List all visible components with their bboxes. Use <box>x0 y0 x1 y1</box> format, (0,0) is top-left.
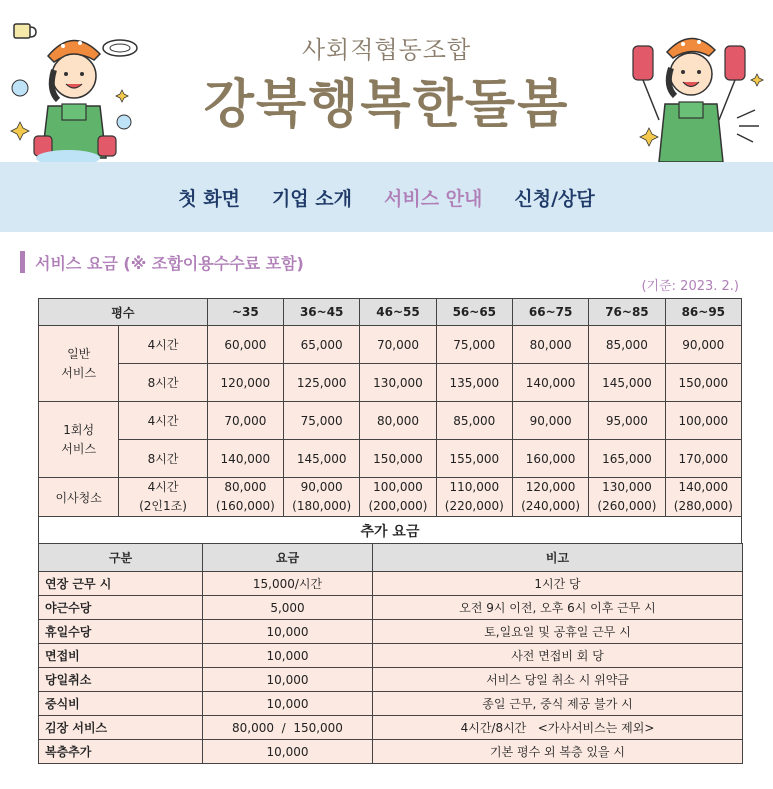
price-cell: 85,000 <box>436 402 512 440</box>
table-row <box>39 326 742 364</box>
fee-amount: 10,000 <box>203 740 373 764</box>
price-cell: 85,000 <box>589 326 665 364</box>
fee-note: 서비스 당일 취소 시 위약금 <box>373 668 743 692</box>
fee-note: 사전 면접비 회 당 <box>373 644 743 668</box>
table-row <box>39 620 743 644</box>
group-name-line1: 1회성 <box>63 422 95 437</box>
nav-item-apply[interactable]: 신청/상담 <box>514 187 595 210</box>
price-cell: 120,000 <box>207 364 283 402</box>
hours-cell: 4시간 <box>119 402 207 440</box>
price-sub: (180,000) <box>292 499 352 513</box>
group-name-line2: 서비스 <box>61 365 97 380</box>
fee-note: 4시간/8시간 <가사서비스는 제외> <box>373 716 743 740</box>
nav-item-services[interactable]: 서비스 안내 <box>383 187 483 210</box>
price-sub: (260,000) <box>597 499 657 513</box>
price-cell: 170,000 <box>665 440 741 478</box>
size-header: ~35 <box>207 299 283 326</box>
extra-fees-table <box>38 543 743 764</box>
fee-amount: 10,000 <box>203 644 373 668</box>
price-main: 140,000 <box>678 480 729 494</box>
price-cell: 65,000 <box>284 326 360 364</box>
price-cell: 80,000 <box>512 326 588 364</box>
section-title: 서비스 요금 (※ 조합이용수수료 포함) <box>35 253 304 273</box>
price-main: 130,000 <box>602 480 652 494</box>
price-cell: 90,000 <box>665 326 741 364</box>
price-cell: 70,000 <box>360 326 436 364</box>
price-cell <box>360 478 436 517</box>
price-cell: 160,000 <box>512 440 588 478</box>
price-cell <box>665 478 741 517</box>
service-group-name <box>39 402 119 478</box>
table-row <box>39 572 743 596</box>
price-cell: 145,000 <box>589 364 665 402</box>
fee-note: 토,일요일 및 공휴일 근무 시 <box>373 620 743 644</box>
basis-date: (기준: 2023. 2.) <box>641 279 739 294</box>
price-cell: 140,000 <box>207 440 283 478</box>
hours-cell <box>119 478 207 517</box>
price-main: 90,000 <box>300 480 343 494</box>
price-cell: 165,000 <box>589 440 665 478</box>
fee-amount: 10,000 <box>203 692 373 716</box>
site-header <box>0 0 773 162</box>
fee-name: 복층추가 <box>39 740 203 764</box>
price-main: 100,000 <box>373 480 423 494</box>
nav-item-home[interactable]: 첫 화면 <box>178 187 240 210</box>
section-heading <box>20 250 304 274</box>
main-nav <box>0 162 773 232</box>
price-main: 80,000 <box>224 480 267 494</box>
price-cell <box>207 478 283 517</box>
price-table <box>38 298 742 545</box>
table-row <box>39 644 743 668</box>
service-group-name <box>39 326 119 402</box>
table-row <box>39 740 743 764</box>
table-row <box>39 716 743 740</box>
extra-header-row <box>39 544 743 572</box>
price-cell: 135,000 <box>436 364 512 402</box>
price-cell: 80,000 <box>360 402 436 440</box>
service-group-name: 이사청소 <box>39 478 119 517</box>
hours-cell: 8시간 <box>119 440 207 478</box>
fee-name: 연장 근무 시 <box>39 572 203 596</box>
price-cell: 75,000 <box>436 326 512 364</box>
price-sub: (160,000) <box>215 499 275 513</box>
fee-name: 야근수당 <box>39 596 203 620</box>
price-header-row <box>39 299 742 326</box>
size-header: 66~75 <box>512 299 588 326</box>
price-cell: 100,000 <box>665 402 741 440</box>
column-header: 비고 <box>373 544 743 572</box>
size-header: 76~85 <box>589 299 665 326</box>
fee-note: 1시간 당 <box>373 572 743 596</box>
hours-line2: (2인1조) <box>139 499 187 513</box>
price-cell: 145,000 <box>284 440 360 478</box>
price-cell: 90,000 <box>512 402 588 440</box>
fee-amount: 5,000 <box>203 596 373 620</box>
fee-name: 휴일수당 <box>39 620 203 644</box>
group-name-line1: 일반 <box>67 346 91 361</box>
price-cell: 60,000 <box>207 326 283 364</box>
fee-name: 중식비 <box>39 692 203 716</box>
fee-name: 당일취소 <box>39 668 203 692</box>
price-cell: 150,000 <box>665 364 741 402</box>
org-subtitle: 사회적협동조합 <box>301 36 472 64</box>
fee-amount: 80,000 / 150,000 <box>203 716 373 740</box>
price-main: 120,000 <box>525 480 576 494</box>
group-name-line2: 서비스 <box>61 441 97 456</box>
price-cell <box>512 478 588 517</box>
size-header: 46~55 <box>360 299 436 326</box>
section-accent-bar <box>20 251 25 273</box>
fee-name: 김장 서비스 <box>39 716 203 740</box>
price-cell: 150,000 <box>360 440 436 478</box>
table-row <box>39 440 742 478</box>
column-header: 요금 <box>203 544 373 572</box>
price-cell: 95,000 <box>589 402 665 440</box>
hours-line1: 4시간 <box>147 480 179 494</box>
fee-note: 기본 평수 외 복층 있을 시 <box>373 740 743 764</box>
fee-note: 종일 근무, 중식 제공 불가 시 <box>373 692 743 716</box>
mascot-right-illustration <box>625 30 770 162</box>
price-cell <box>436 478 512 517</box>
price-cell: 125,000 <box>284 364 360 402</box>
nav-item-about[interactable]: 기업 소개 <box>271 187 352 210</box>
price-sub: (200,000) <box>368 499 428 513</box>
size-header: 56~65 <box>436 299 512 326</box>
table-row <box>39 402 742 440</box>
price-cell: 70,000 <box>207 402 283 440</box>
hours-cell: 8시간 <box>119 364 207 402</box>
table-row <box>39 596 743 620</box>
fee-name: 면접비 <box>39 644 203 668</box>
table-row <box>39 364 742 402</box>
column-header: 구분 <box>39 544 203 572</box>
table-row <box>39 668 743 692</box>
price-sub: (240,000) <box>521 499 581 513</box>
price-sub: (280,000) <box>673 499 733 513</box>
fee-amount: 10,000 <box>203 620 373 644</box>
price-cell <box>589 478 665 517</box>
price-main: 110,000 <box>449 480 500 494</box>
price-cell: 75,000 <box>284 402 360 440</box>
fee-amount: 10,000 <box>203 668 373 692</box>
price-sub: (220,000) <box>444 499 504 513</box>
size-header: 36~45 <box>284 299 360 326</box>
price-cell <box>284 478 360 517</box>
price-cell: 130,000 <box>360 364 436 402</box>
price-cell: 140,000 <box>512 364 588 402</box>
extra-title-row <box>39 517 742 545</box>
fee-amount: 15,000/시간 <box>203 572 373 596</box>
price-cell: 155,000 <box>436 440 512 478</box>
size-corner-label: 평수 <box>39 299 208 326</box>
brand-title: 강북행복한돌봄 <box>203 75 570 135</box>
fee-note: 오전 9시 이전, 오후 6시 이후 근무 시 <box>373 596 743 620</box>
hours-cell: 4시간 <box>119 326 207 364</box>
table-row <box>39 692 743 716</box>
table-row <box>39 478 742 517</box>
size-header: 86~95 <box>665 299 741 326</box>
extra-fees-title: 추가 요금 <box>39 517 742 545</box>
